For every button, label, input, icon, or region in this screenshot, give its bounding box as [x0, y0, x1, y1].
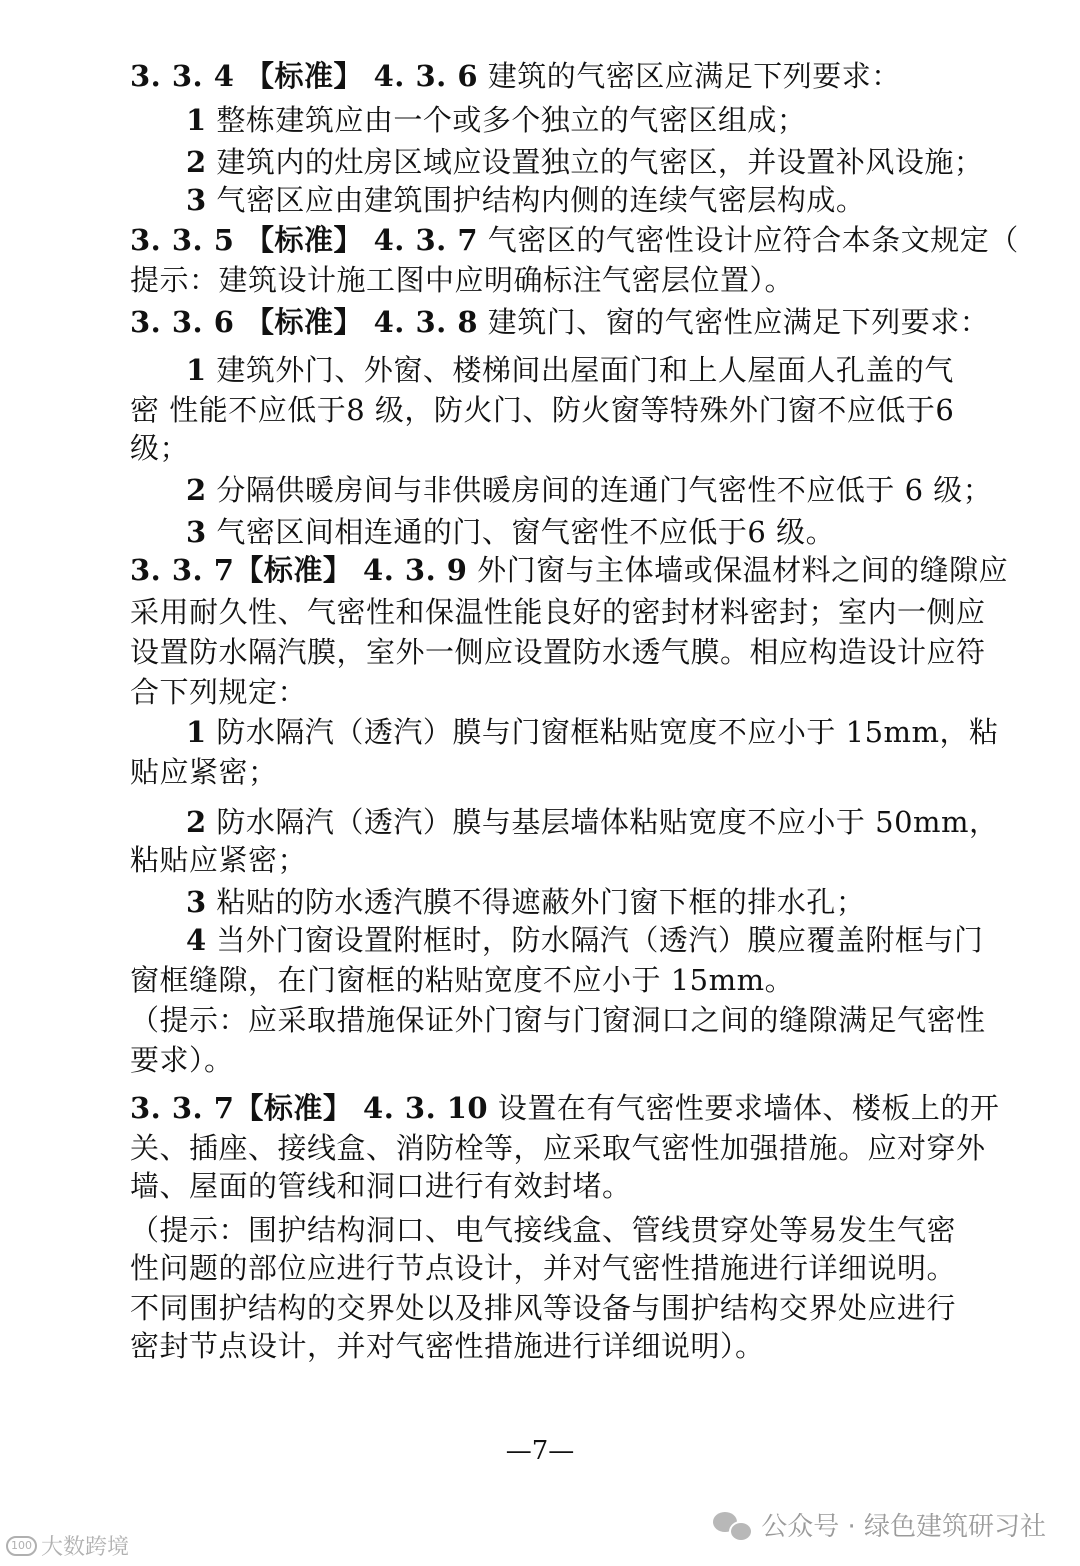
line-text: 不同围护结构的交界处以及排风等设备与围护结构交界处应进行 [130, 1291, 957, 1325]
line-text: 密封节点设计，并对气密性措施进行详细说明）。 [130, 1329, 765, 1363]
line-text: 整栋建筑应由一个或多个独立的气密区组成； [206, 103, 807, 137]
wechat-watermark [713, 1506, 1046, 1543]
text-line [130, 1088, 999, 1128]
clause-number: 2 [186, 145, 207, 179]
line-text: 外门窗与主体墙或保温材料之间的缝隙应 [467, 553, 1009, 587]
line-text: （提示：应采取措施保证外门窗与门窗洞口之间的缝隙满足气密性 [130, 1003, 986, 1037]
line-text: 合下列规定： [130, 675, 308, 709]
text-line [130, 1248, 956, 1288]
line-text: 性问题的部位应进行节点设计，并对气密性措施进行详细说明。 [130, 1251, 957, 1285]
text-line [130, 632, 986, 672]
line-text: 当外门窗设置附框时，防水隔汽（透汽）膜应覆盖附框与门 [206, 923, 984, 957]
clause-number: 3 [186, 515, 207, 549]
line-text: 气密区应由建筑围护结构内侧的连续气密层构成。 [206, 183, 866, 217]
line-text: 粘贴的防水透汽膜不得遮蔽外门窗下框的排水孔； [206, 885, 866, 919]
text-line [186, 470, 992, 510]
line-text: 建筑外门、外窗、楼梯间出屋面门和上人屋面人孔盖的气 [206, 353, 954, 387]
text-line [186, 512, 835, 552]
line-text: （提示：围护结构洞口、电气接线盒、管线贯穿处等易发生气密 [130, 1213, 957, 1247]
line-text: 墙、屋面的管线和洞口进行有效封堵。 [130, 1169, 632, 1203]
line-text: 气密区的气密性设计应符合本条文规定（ [478, 223, 1019, 257]
text-line [130, 220, 1019, 260]
wechat-icon [713, 1510, 753, 1540]
line-text: 建筑门、窗的气密性应满足下列要求： [478, 305, 990, 339]
clause-number: 2 [186, 805, 207, 839]
line-text: 设置防水隔汽膜，室外一侧应设置防水透气膜。相应构造设计应符 [130, 635, 986, 669]
line-text: 防水隔汽（透汽）膜与门窗框粘贴宽度不应小于 15mm，粘 [206, 715, 999, 749]
text-line [130, 550, 1008, 590]
text-line [186, 350, 954, 390]
clause-number: 1 [186, 103, 207, 137]
text-line [130, 592, 986, 632]
line-text: 采用耐久性、气密性和保温性能良好的密封材料密封；室内一侧应 [130, 595, 986, 629]
line-text: 密 性能不应低于8 级，防火门、防火窗等特殊外门窗不应低于6 [130, 393, 955, 427]
text-line [186, 882, 865, 922]
line-text: 气密区间相连通的门、窗气密性不应低于6 级。 [206, 515, 836, 549]
line-text: 级； [130, 431, 190, 465]
text-line [186, 712, 999, 752]
clause-number: 1 [186, 715, 207, 749]
line-text: 关、插座、接线盒、消防栓等，应采取气密性加强措施。应对穿外 [130, 1131, 986, 1165]
line-text: 分隔供暖房间与非供暖房间的连通门气密性不应低于 6 级； [206, 473, 993, 507]
clause-number: 3. 3. 7【标准】 4. 3. 9 [130, 553, 468, 587]
text-line [130, 1326, 765, 1366]
line-text: 建筑内的灶房区域应设置独立的气密区，并设置补风设施； [206, 145, 984, 179]
line-text: 设置在有气密性要求墙体、楼板上的开 [488, 1091, 1000, 1125]
text-line [130, 1166, 632, 1206]
clause-number: 3 [186, 183, 207, 217]
clause-number: 3. 3. 7【标准】 4. 3. 10 [130, 1091, 489, 1125]
logo-badge: 100 [6, 1536, 37, 1556]
text-line [130, 1040, 234, 1080]
text-line [130, 56, 901, 96]
line-text: 防水隔汽（透汽）膜与基层墙体粘贴宽度不应小于 50mm， [206, 805, 999, 839]
line-text: 要求）。 [130, 1043, 234, 1077]
text-line [130, 428, 189, 468]
corner-logo [6, 1530, 129, 1561]
line-text: 建筑的气密区应满足下列要求： [478, 59, 901, 93]
page-number: —7— [505, 1436, 575, 1466]
text-line [130, 960, 794, 1000]
text-line [130, 390, 954, 430]
text-line [130, 672, 307, 712]
text-line [186, 142, 983, 182]
line-text: 贴应紧密； [130, 755, 278, 789]
clause-number: 4 [186, 923, 207, 957]
text-line [130, 302, 989, 342]
clause-number: 3. 3. 5 【标准】 4. 3. 7 [130, 223, 479, 257]
line-text: 提示：建筑设计施工图中应明确标注气密层位置）。 [130, 263, 795, 297]
text-line [130, 1288, 956, 1328]
text-line [130, 1128, 986, 1168]
clause-number: 1 [186, 353, 207, 387]
text-line [186, 100, 806, 140]
text-line [130, 1000, 986, 1040]
line-text: 粘贴应紧密； [130, 843, 308, 877]
watermark-text: 公众号 · 绿色建筑研习社 [761, 1512, 1046, 1542]
line-text: 窗框缝隙，在门窗框的粘贴宽度不应小于 15mm。 [130, 963, 795, 997]
text-line [186, 802, 999, 842]
text-line [186, 180, 865, 220]
text-line [130, 1210, 956, 1250]
clause-number: 2 [186, 473, 207, 507]
text-line [130, 840, 307, 880]
clause-number: 3. 3. 6 【标准】 4. 3. 8 [130, 305, 479, 339]
text-line [130, 260, 794, 300]
logo-text: 大数跨境 [41, 1535, 130, 1560]
clause-number: 3. 3. 4 【标准】 4. 3. 6 [130, 59, 479, 93]
text-line [186, 920, 983, 960]
text-line [130, 752, 278, 792]
clause-number: 3 [186, 885, 207, 919]
